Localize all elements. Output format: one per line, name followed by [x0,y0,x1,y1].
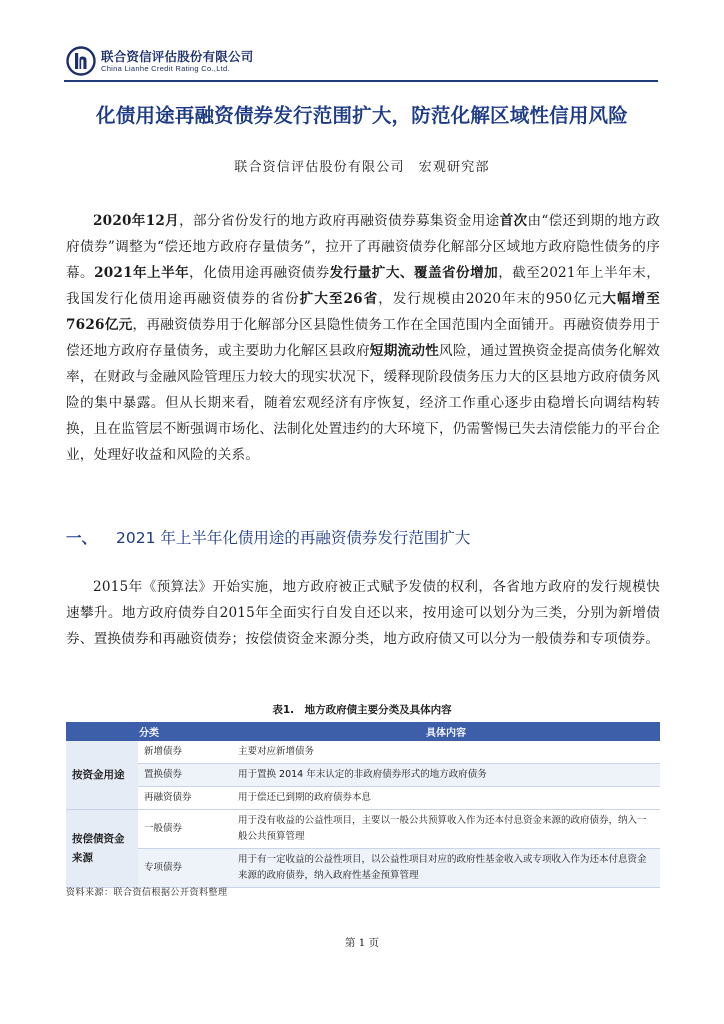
group-label: 按资金用途 [66,741,138,810]
intro-paragraph [66,208,660,468]
intro-date-1: 2020年12月 [93,213,180,229]
category-cell: 再融资债券 [138,787,232,810]
content-cell: 用于偿还已到期的政府债券本息 [232,787,660,810]
intro-text: ，再融资债券用于化解部分区县隐性债务工作在全国范围内全面铺开。再融资债券用于偿还地方政府存量债务，或主要助力化解区县政府 [66,317,660,359]
content-cell: 用于置换 2014 年末认定的非政府债券形式的地方政府债务 [232,764,660,787]
table-header-content: 具体内容 [232,722,660,741]
section-paragraph-text: 2015年《预算法》开始实施，地方政府被正式赋予发债的权利，各省地方政府的发行规模快速攀升。地方政府债券自2015年全面实行自发自还以来，按用途可以划分为三类，分别为新增债券、置换债券和再融资债券；按偿债资金来源分类，地方政府债又可以分为一般债券和专项债券。 [66,579,660,647]
company-name-en: China Lianhe Credit Rating Co.,Ltd. [101,64,230,73]
intro-text: ，发行规模由2020年末的950亿元 [378,291,603,307]
table-caption: 表1. 地方政府债主要分类及具体内容 [272,704,452,716]
intro-text: 风险，通过置换资金提高债务化解效率，在财政与金融风险管理压力较大的现实状况下，缓释现阶段债务压力大的区县地方政府债务风险的集中暴露。但从长期来看，随着宏观经济有序恢复，经济工作重心逐步由稳增长向调结构转换，且在监管层不断强调市场化、法制化处置违约的大环境下，仍需警惕已失去清偿能力的平台企业，处理好收益和风险的关系。 [66,343,661,463]
category-cell: 专项债券 [138,849,232,888]
intro-emph: 大幅增至7626亿元 [66,291,661,333]
content-cell: 主要对应新增债务 [232,741,660,764]
page-number: 第 1 页 [344,937,380,949]
company-name-cn: 联合资信评估股份有限公司 [101,49,254,64]
lianhe-logo-icon [66,46,96,76]
intro-date-2: 2021年上半年 [94,265,190,281]
content-cell: 用于没有收益的公益性项目，主要以一般公共预算收入作为还本付息资金来源的政府债券，纳入一般公共预算管理 [232,810,660,849]
source-note: 资料来源：联合资信根据公开资料整理 [66,888,228,898]
header-rule [64,80,658,82]
content-cell: 用于有一定收益的公益性项目，以公益性项目对应的政府性基金收入或专项收入作为还本付息资金来源的政府债券，纳入政府性基金预算管理 [232,849,660,888]
section-number: 一、 [66,529,98,547]
page-title: 化债用途再融资债券发行范围扩大，防范化解区域性信用风险 [96,104,628,127]
group-label: 按偿债资金来源 [66,810,138,888]
intro-emph: 短期流动性 [369,343,439,359]
intro-emph: 扩大至26省 [299,291,379,307]
category-cell: 一般债券 [138,810,232,849]
table-header-row [66,722,660,741]
table-row [66,810,660,849]
byline-org: 联合资信评估股份有限公司 [234,160,405,175]
section-heading [66,526,470,548]
intro-emph: 发行量扩大、覆盖省份增加 [329,265,499,281]
table-row [66,849,660,888]
intro-emph: 首次 [499,213,528,229]
intro-text: ，化债用途再融资债券 [189,265,330,281]
table-header-category: 分类 [66,722,232,741]
byline-dept: 宏观研究部 [418,160,490,175]
table-row [66,787,660,810]
intro-text: ，截至2021年上半年末，我国发行化债用途再融资债券的省份 [66,265,661,307]
table-row [66,764,660,787]
section-heading-text: 2021 年上半年化债用途的再融资债券发行范围扩大 [116,529,471,547]
table-row [66,741,660,764]
category-cell: 置换债券 [138,764,232,787]
section-paragraph [66,574,660,652]
report-byline [62,156,662,175]
intro-text: ，部分省份发行的地方政府再融资债券募集资金用途 [179,213,500,229]
intro-text: 由“偿还到期的地方政府债券”调整为“偿还地方政府存量债务”，拉开了再融资债券化解部分区域地方政府隐性债务的序幕。 [66,213,661,281]
company-logo [66,46,266,78]
classification-table [66,722,660,888]
category-cell: 新增债券 [138,741,232,764]
